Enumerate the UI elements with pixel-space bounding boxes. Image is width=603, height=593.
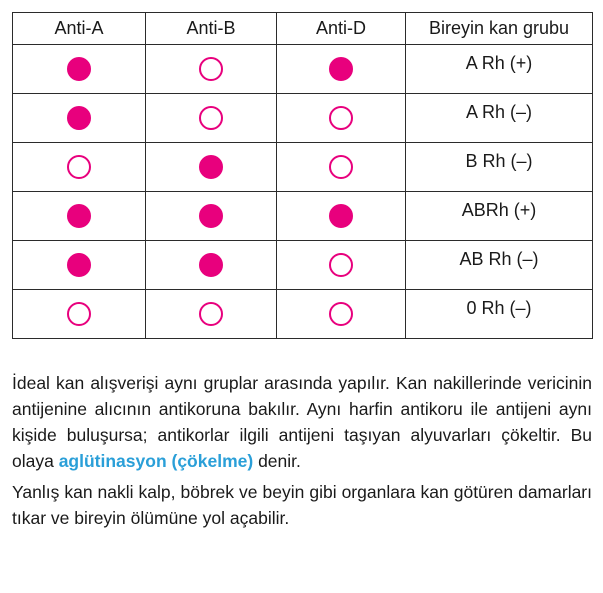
blood-group-table <box>12 12 593 339</box>
paragraph-agglutination <box>12 370 592 474</box>
table-body <box>13 45 593 339</box>
table-row <box>13 290 593 339</box>
anti-b-cell <box>146 94 277 143</box>
table-row <box>13 45 593 94</box>
blood-group-cell: 0 Rh (–) <box>406 290 593 339</box>
anti-a-cell <box>13 143 146 192</box>
anti-a-cell <box>13 290 146 339</box>
anti-a-cell <box>13 192 146 241</box>
reaction-dot-icon <box>199 204 223 228</box>
anti-b-cell <box>146 290 277 339</box>
anti-d-cell <box>277 143 406 192</box>
header-anti-d: Anti-D <box>277 13 406 45</box>
reaction-dot-icon <box>329 253 353 277</box>
anti-d-cell <box>277 192 406 241</box>
blood-group-cell: A Rh (+) <box>406 45 593 94</box>
reaction-dot-icon <box>199 253 223 277</box>
paragraph-text-end: denir. <box>253 451 301 471</box>
reaction-dot-icon <box>199 106 223 130</box>
header-blood-group: Bireyin kan grubu <box>406 13 593 45</box>
blood-group-cell: AB Rh (–) <box>406 241 593 290</box>
reaction-dot-icon <box>329 302 353 326</box>
reaction-dot-icon <box>199 155 223 179</box>
blood-group-cell: ABRh (+) <box>406 192 593 241</box>
reaction-dot-icon <box>67 204 91 228</box>
anti-b-cell <box>146 241 277 290</box>
header-anti-a: Anti-A <box>13 13 146 45</box>
reaction-dot-icon <box>67 106 91 130</box>
table-header-row <box>13 13 593 45</box>
paragraph-text-start: İdeal kan alışverişi aynı gruplar arasında yapılır. Kan nakillerinde vericinin antijenine alıcının antikoruna bakılır. Aynı harfin antikoru ile antijeni aynı kişide buluşursa; antikorlar ilgili antijeni taşıyan alyuvarları çökeltir. Bu olaya <box>12 373 592 471</box>
anti-b-cell <box>146 143 277 192</box>
anti-b-cell <box>146 45 277 94</box>
reaction-dot-icon <box>67 302 91 326</box>
blood-group-cell: B Rh (–) <box>406 143 593 192</box>
reaction-dot-icon <box>67 253 91 277</box>
reaction-dot-icon <box>329 204 353 228</box>
reaction-dot-icon <box>199 57 223 81</box>
reaction-dot-icon <box>67 155 91 179</box>
table-row <box>13 143 593 192</box>
table-row <box>13 192 593 241</box>
anti-d-cell <box>277 241 406 290</box>
highlight-term: aglütinasyon (çökelme) <box>58 451 254 471</box>
anti-a-cell <box>13 94 146 143</box>
table-row <box>13 241 593 290</box>
explanation-text <box>12 370 592 531</box>
anti-b-cell <box>146 192 277 241</box>
reaction-dot-icon <box>199 302 223 326</box>
reaction-dot-icon <box>329 57 353 81</box>
paragraph-wrong-transfusion: Yanlış kan nakli kalp, böbrek ve beyin gibi organlara kan götüren damarları tıkar ve bireyin ölümüne yol açabilir. <box>12 482 592 528</box>
anti-a-cell <box>13 241 146 290</box>
header-anti-b: Anti-B <box>146 13 277 45</box>
anti-d-cell <box>277 45 406 94</box>
table-row <box>13 94 593 143</box>
reaction-dot-icon <box>329 155 353 179</box>
reaction-dot-icon <box>67 57 91 81</box>
anti-d-cell <box>277 290 406 339</box>
reaction-dot-icon <box>329 106 353 130</box>
blood-group-cell: A Rh (–) <box>406 94 593 143</box>
anti-d-cell <box>277 94 406 143</box>
anti-a-cell <box>13 45 146 94</box>
